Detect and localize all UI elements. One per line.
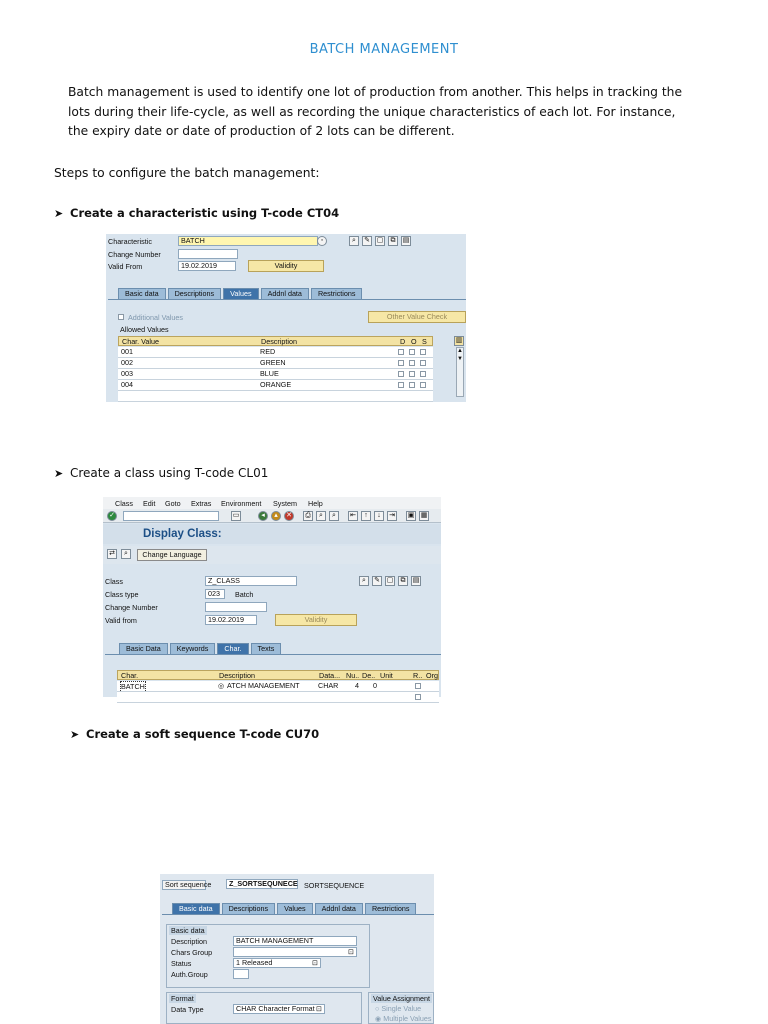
cl01-tabs <box>119 643 281 654</box>
checkbox-d[interactable] <box>398 371 404 377</box>
other-value-check-button[interactable]: Other Value Check <box>368 311 466 323</box>
find-icon[interactable]: ⌕ <box>316 511 326 521</box>
checkbox-d[interactable] <box>398 360 404 366</box>
tab-divider <box>108 299 466 300</box>
ct04-screenshot <box>106 234 466 402</box>
tab-char[interactable]: Char. <box>217 643 248 654</box>
arrow-bullet-icon: ➤ <box>70 728 80 741</box>
tab-values[interactable]: Values <box>223 288 258 299</box>
checkbox-s[interactable] <box>420 382 426 388</box>
tab-basic-data[interactable]: Basic data <box>172 903 220 914</box>
tab-keywords[interactable]: Keywords <box>170 643 216 654</box>
checkbox-d[interactable] <box>398 349 404 355</box>
tab-basic-data[interactable]: Basic data <box>118 288 166 299</box>
command-field[interactable] <box>123 511 219 521</box>
validity-button[interactable]: Validity <box>248 260 324 272</box>
display-object-icon[interactable]: ⌕ <box>121 549 131 559</box>
step-3 <box>70 727 319 741</box>
edit-pencil-icon[interactable]: ✎ <box>372 576 382 586</box>
step-2 <box>54 466 268 480</box>
delete-icon[interactable]: ▤ <box>412 577 420 584</box>
dropdown-icon[interactable]: ⊡ <box>315 1004 322 1013</box>
tab-descriptions[interactable]: Descriptions <box>168 288 222 299</box>
tab-divider <box>105 654 441 655</box>
display-icon[interactable]: ⌕ <box>349 236 359 246</box>
dropdown-icon[interactable]: ⊡ <box>347 947 354 956</box>
table-row[interactable] <box>117 681 439 692</box>
col-de: De.. <box>362 671 376 680</box>
checkbox-o[interactable] <box>409 360 415 366</box>
col-data: Data... <box>319 671 341 680</box>
table-row[interactable] <box>118 380 433 391</box>
menu-help[interactable]: Help <box>308 499 323 508</box>
step-1-text: Create a characteristic using T-code CT04 <box>70 206 340 220</box>
col-s: S <box>422 337 427 346</box>
description-cell: BLUE <box>260 369 279 378</box>
checkbox-o[interactable] <box>409 382 415 388</box>
multiple-values-radio[interactable]: ◉ Multiple Values <box>375 1014 432 1023</box>
print-icon[interactable]: ⎙ <box>303 511 313 521</box>
col-unit: Unit <box>380 671 393 680</box>
status-field[interactable] <box>233 958 321 968</box>
data-type-value: CHAR Character Format <box>236 1004 315 1013</box>
sort-sequence-description: SORTSEQUENCE <box>304 881 365 890</box>
menu-goto[interactable]: Goto <box>165 499 181 508</box>
intro-paragraph: Batch management is used to identify one lot of production from another. This helps in tracking the lots during their life-cycle, as well as recording the unique characteristics of each lot. For instance, the expiry date or date of production of 2 lots can be different. <box>68 85 683 138</box>
restrict-checkbox[interactable] <box>415 694 421 700</box>
num-chars-cell: 4 <box>355 681 359 690</box>
screen-title-bar <box>103 524 441 544</box>
checkbox-d[interactable] <box>398 382 404 388</box>
data-type-field[interactable] <box>233 1004 325 1014</box>
previous-page-icon[interactable]: ↑ <box>361 511 371 521</box>
application-toolbar <box>103 546 441 564</box>
allowed-values-label: Allowed Values <box>120 325 169 334</box>
standard-toolbar <box>103 509 441 523</box>
menu-bar <box>103 497 441 509</box>
copy-icon[interactable]: ⧉ <box>398 576 408 586</box>
value-assignment-group <box>368 992 434 1024</box>
next-page-icon[interactable]: ↓ <box>374 511 384 521</box>
change-number-field[interactable] <box>178 249 238 259</box>
scroll-down-icon[interactable]: ▼ <box>457 356 463 362</box>
back-icon[interactable]: ◂ <box>258 511 268 521</box>
col-r: R.. <box>413 671 423 680</box>
class-type-label: Class type <box>105 590 139 599</box>
table-row[interactable] <box>117 692 439 703</box>
class-label: Class <box>105 577 123 586</box>
col-o: O <box>411 337 417 346</box>
chars-group-label: Chars Group <box>171 948 213 957</box>
format-group <box>166 992 362 1024</box>
tab-texts[interactable]: Texts <box>251 643 282 654</box>
tab-restrictions[interactable]: Restrictions <box>365 903 417 914</box>
checkbox-s[interactable] <box>420 349 426 355</box>
characteristic-field[interactable]: BATCH <box>178 236 318 246</box>
col-char-value: Char. Value <box>122 337 160 346</box>
chars-group-field[interactable] <box>233 947 357 957</box>
cl01-screenshot <box>103 497 441 697</box>
additional-values-checkbox[interactable] <box>118 314 124 320</box>
tab-divider <box>162 914 434 915</box>
auth-group-label: Auth.Group <box>171 970 208 979</box>
tab-descriptions[interactable]: Descriptions <box>222 903 276 914</box>
char-value-cell: 004 <box>121 380 133 389</box>
char-value-cell: 002 <box>121 358 133 367</box>
characteristic-label: Characteristic <box>108 237 152 246</box>
values-grid-header <box>118 336 433 346</box>
data-type-cell: CHAR <box>318 681 339 690</box>
create-icon[interactable]: ▢ <box>386 577 394 584</box>
table-row[interactable] <box>118 347 433 358</box>
checkbox-s[interactable] <box>420 360 426 366</box>
change-number-label: Change Number <box>105 603 158 612</box>
screen-title: Display Class: <box>143 528 222 540</box>
create-icon[interactable]: ▢ <box>376 237 384 244</box>
char-cell: BATCH <box>121 682 145 691</box>
multiple-values-label: Multiple Values <box>383 1014 432 1023</box>
checkbox-o[interactable] <box>409 349 415 355</box>
tab-basic-data[interactable]: Basic Data <box>119 643 168 654</box>
dropdown-icon[interactable]: ⊡ <box>311 958 318 967</box>
step-2-text: Create a class using T-code CL01 <box>70 466 269 480</box>
menu-class[interactable]: Class <box>115 499 133 508</box>
cu70-screenshot <box>160 874 434 1024</box>
col-nu: Nu.. <box>346 671 360 680</box>
scroll-up-icon[interactable]: ▲ <box>457 348 463 354</box>
search-help-icon[interactable]: ◦ <box>317 236 327 246</box>
document-title: BATCH MANAGEMENT <box>309 42 459 57</box>
validity-button[interactable]: Validity <box>275 614 357 626</box>
arrow-bullet-icon: ➤ <box>54 207 64 220</box>
char-value-cell: 003 <box>121 369 133 378</box>
table-settings-icon[interactable]: ▥ <box>455 337 463 344</box>
find-next-icon[interactable]: ⌕ <box>329 511 339 521</box>
checkbox-o[interactable] <box>409 371 415 377</box>
sort-sequence-field[interactable]: Z_SORTSEQUNECE <box>226 879 298 889</box>
last-page-icon[interactable]: ⇥ <box>387 511 397 521</box>
basic-data-group-title: Basic data <box>171 926 205 935</box>
delete-icon[interactable]: ▤ <box>402 237 410 244</box>
col-d: D <box>400 337 406 346</box>
table-scrollbar[interactable] <box>456 347 464 397</box>
display-icon[interactable]: ⌕ <box>359 576 369 586</box>
tab-addnl-data[interactable]: Addnl data <box>261 288 309 299</box>
search-help-icon[interactable]: ◎ <box>218 681 225 690</box>
change-number-field[interactable] <box>205 602 267 612</box>
arrow-bullet-icon: ➤ <box>54 467 64 480</box>
tab-restrictions[interactable]: Restrictions <box>311 288 363 299</box>
menu-edit[interactable]: Edit <box>143 499 156 508</box>
description-cell: GREEN <box>260 358 286 367</box>
copy-icon[interactable]: ⧉ <box>388 236 398 246</box>
col-description: Description <box>219 671 255 680</box>
single-value-label: Single Value <box>381 1004 422 1013</box>
step-3-text: Create a soft sequence T-code CU70 <box>86 727 320 741</box>
description-cell: ORANGE <box>260 380 292 389</box>
new-session-icon[interactable]: ▣ <box>407 512 415 519</box>
sort-sequence-label: Sort sequence <box>162 880 206 890</box>
col-char: Char. <box>121 671 139 680</box>
save-icon[interactable]: ▭ <box>232 512 240 519</box>
restrict-checkbox[interactable] <box>415 683 421 689</box>
format-group-title: Format <box>171 994 194 1003</box>
data-type-label: Data Type <box>171 1005 204 1014</box>
tab-values[interactable]: Values <box>277 903 312 914</box>
ct04-tabs <box>118 288 362 299</box>
status-label: Status <box>171 959 192 968</box>
table-row[interactable] <box>118 358 433 369</box>
checkbox-s[interactable] <box>420 371 426 377</box>
value-assignment-title: Value Assignment <box>373 994 431 1003</box>
col-description: Description <box>261 337 297 346</box>
other-class-icon[interactable]: ⇄ <box>107 549 117 559</box>
decimals-cell: 0 <box>373 681 377 690</box>
valid-from-field[interactable]: 19.02.2019 <box>178 261 236 271</box>
menu-system[interactable]: System <box>273 499 297 508</box>
additional-values-label: Additional Values <box>128 313 184 322</box>
description-cell: RED <box>260 347 276 356</box>
char-value-cell: 001 <box>121 347 133 356</box>
steps-intro: Steps to configure the batch management: <box>54 166 320 180</box>
enter-icon[interactable]: ✓ <box>107 511 117 521</box>
basic-data-group <box>166 924 370 988</box>
tab-addnl-data[interactable]: Addnl data <box>315 903 363 914</box>
status-value: 1 Released <box>236 958 273 967</box>
valid-from-field[interactable]: 19.02.2019 <box>205 615 257 625</box>
table-row[interactable] <box>118 369 433 380</box>
menu-environment[interactable]: Environment <box>221 499 262 508</box>
description-label: Description <box>171 937 207 946</box>
change-language-button[interactable]: Change Language <box>137 549 207 561</box>
cu70-tabs <box>172 903 416 914</box>
menu-extras[interactable]: Extras <box>191 499 212 508</box>
exit-icon[interactable]: ▴ <box>271 511 281 521</box>
class-field[interactable]: Z_CLASS <box>205 576 297 586</box>
cancel-icon[interactable]: ✕ <box>284 511 294 521</box>
class-type-description: Batch <box>235 590 254 599</box>
table-row[interactable] <box>118 391 433 402</box>
class-type-field[interactable]: 023 <box>205 589 225 599</box>
single-value-radio[interactable]: ○ Single Value <box>375 1004 422 1013</box>
col-org: Org <box>426 671 438 680</box>
change-number-label: Change Number <box>108 250 161 259</box>
valid-from-label: Valid From <box>108 262 143 271</box>
step-1 <box>54 206 339 220</box>
first-page-icon[interactable]: ⇤ <box>348 511 358 521</box>
description-cell: ATCH MANAGEMENT <box>227 681 300 690</box>
auth-group-field[interactable] <box>233 969 249 979</box>
char-grid-header <box>117 670 439 680</box>
description-field[interactable]: BATCH MANAGEMENT <box>233 936 357 946</box>
edit-pencil-icon[interactable]: ✎ <box>362 236 372 246</box>
shortcut-icon[interactable]: ▦ <box>420 512 428 519</box>
valid-from-label: Valid from <box>105 616 137 625</box>
